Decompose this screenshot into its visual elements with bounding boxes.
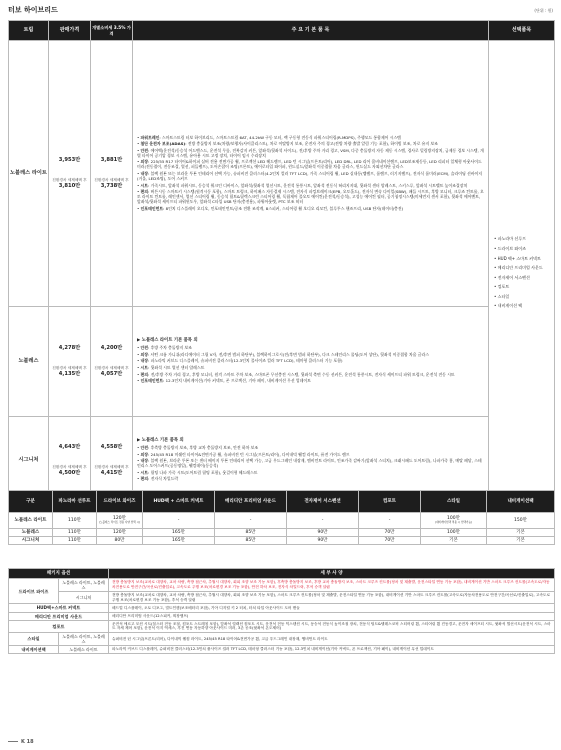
trim-row-lite (9, 41, 555, 307)
option-item: • 드라이브 와이즈 (494, 245, 526, 251)
eco-price-value: 4,500만 (58, 469, 81, 476)
price-col-header: 스타일 (421, 491, 487, 513)
feature-item: • 외장: 245/45 R18 미쉐린 타이어&전면가공 휠, 슈퍼비전 턴 시그널(프론트/리어), 다이내믹 웰컴 라이트, 퓨전 가이드 램프 (137, 451, 350, 457)
price-note: (내비게이션팩 적용 시 선택가능) (434, 521, 473, 524)
feature-item: • 안전: 후방 주차 충돌방지 보조 (137, 345, 192, 351)
price-cell: 70만 (359, 529, 421, 537)
price-cell: 120만 (97, 529, 143, 537)
page-title: 터보 하이브리드 (8, 6, 58, 14)
package-detail-table (8, 568, 555, 654)
price-cell: - (215, 513, 287, 529)
detail-spec: 전방 충돌방지 보조(교차로 대향차, 교차 차량, 측방 접근차, 추월시 대향차, 회피 조향 보조 기능 포함), 후측방 충돌방지 보조, 후방 교차 충돌방지 보조, 스마트 크루즈 컨트롤(정차 및 재출발, 운전스타일 연동 기능 포함), 내비게이션 기반 스마트 크루즈 컨트롤(고속도로/자동차전용도로 안전구간/곡선로/진출입로), 고속도로 주행 보조(차로변경 보조 기능 포함), 안전 하차 보조, 전자식 차일드락, 후석 승객 알림 (109, 579, 555, 592)
col-tax-price: 개별소비세 3.5% 가격 (91, 21, 133, 41)
feature-item: • 외장: 샤틴 크롬 가니쉬(라디에이터 그릴 V자, 전/후면 범퍼 하단부), 블랙하이그로시(전/후면 범퍼 하단부), 다크 스테인리스 몰딩(도어 상단), 뒷좌석 이중접합 차음 글라스 (137, 351, 429, 357)
price-cell: 110만 (53, 529, 97, 537)
features-lite (133, 41, 489, 307)
eco-price-value: 3,810만 (58, 182, 81, 189)
detail-col-header: 세 부 사 양 (109, 569, 555, 579)
tax-price-value: 4,558만 (100, 444, 123, 451)
feature-item: • 편의: 전자식 차일드락 (137, 476, 179, 482)
eco-tax-price-value: 4,415만 (100, 469, 123, 476)
detail-row (9, 604, 555, 612)
eco-tax-price-value: 3,738만 (100, 182, 123, 189)
option-item: • 내비게이션 팩 (494, 303, 523, 309)
features-section-title: ▶ 노블레스 라이트 기본 품목 외 (137, 338, 198, 344)
page-header (8, 6, 553, 16)
detail-spec: 슈퍼비전 턴 시그널(프론트/리어), 다이내믹 웰컴 라이트, 245/45 R18 타이어&전면가공 휠, 고급 우드그레인 내장재, 엠비언트 라이트 (109, 633, 555, 646)
col-features: 주 요 기 본 품 목 (133, 21, 489, 41)
detail-row (9, 612, 555, 620)
price-row (9, 537, 555, 545)
option-item: • 스타일 (494, 293, 510, 299)
trim-price (49, 307, 91, 417)
trim-table (8, 20, 555, 505)
feature-item: • 편의: 버튼시동 스마트키 시스템(원격시동 포함), 스마트 트렁크, 하이패스 자동결제 시스템, 전자식 파킹브레이크(EPB, 오토홀드), 전자식 변속 다이얼(SBW), 패들 시프트, 후방 모니터, 크루즈 컨트롤, 오토 라이트 컨트롤, 레인센서, 열선 스티어링 휠, 동승석 릴트&릴렉스크린 스티어링 휠, 독립제어 풀오토 에어컨(운전석/동승석), 고성능 에어컨 필터, 공기청정시스템(미세먼지 센서 포함), 뒷좌석 에어벤트, 앞좌석/뒷좌석 세이프티 파워윈도우, 앞좌석 C타입 USB 단자(충전용), 파워아웃렛, PTC 보조 히터 (137, 189, 484, 205)
price-col-header: 내비게이션팩 (487, 491, 555, 513)
feature-item: • 첨단 운전자 보조(ADAS): 전방 충돌방지 보조(차량/보행자/사이클리스트), 차로 이탈방지 보조, 운전자 주의 경고(전방 차량 출발 알림 기능 포함), 하이빔 보조, 차로 유지 보조 (137, 141, 438, 147)
col-options: 선택품목 (489, 21, 555, 41)
col-trim: 트림 (9, 21, 49, 41)
detail-spec: 메리디안 프리미엄 사운드(12스피커, 외장앰프) (109, 612, 555, 620)
price-cell: 80만 (97, 537, 143, 545)
option-item: • 컴포트 (494, 284, 510, 290)
price-cell: 120만 (노블레스 라이트 전용 사양 선택 시) (97, 513, 143, 529)
eco-label: 친환경차 세제혜택 후 (52, 366, 87, 371)
detail-sub: 노블레스 라이트 (59, 646, 109, 654)
price-value: 3,953만 (58, 157, 81, 164)
detail-spec: 헤드업 디스플레이, 오토 디포그, 빌트인캠(보조배터리 포함), 기아 디지털 키 2 터치, 터치 타입 아웃사이드 도어 핸들 (109, 604, 555, 612)
price-cell: 100만 (내비게이션팩 적용 시 선택가능) (421, 513, 487, 529)
price-row (9, 513, 555, 529)
feature-item: • 시트: 가죽시트, 앞좌석 파워시트, 동승석 워크인 디바이스, 앞좌석/뒷좌석 열선시트, 운전석 통풍시트, 앞좌석 전동식 허리지지대, 뒷좌석 센터 암레스트, 스키스루, 앞좌석 시트벨트 높이조절장치 (137, 182, 468, 188)
price-col-header: 메리디안 프리미엄 사운드 (215, 491, 287, 513)
trim-name: 시그니처 (9, 417, 49, 505)
detail-col-header: 패키지 옵션 (9, 569, 109, 579)
trim-name: 노블레스 라이트 (9, 41, 49, 307)
trim-name: 노블레스 (9, 307, 49, 417)
price-cell: 90만 (287, 529, 359, 537)
option-item: • 메리디안 프리미엄 사운드 (494, 265, 543, 271)
price-col-header: 컴포트 (359, 491, 421, 513)
price-cell: 85만 (215, 529, 287, 537)
price-table-header (9, 491, 555, 513)
eco-label: 친환경차 세제혜택 후 (94, 366, 129, 371)
feature-item: • 인포테인먼트: 12.3인치 내비게이션(기아 커넥트, 폰 프로젝션, 기아 페이, 내비게이션 무선 업데이트 (137, 378, 311, 384)
detail-sub: 시그니처 (59, 592, 109, 604)
price-cell: - (143, 513, 215, 529)
price-row-label: 시그니처 (9, 537, 53, 545)
price-cell: 85만 (215, 537, 287, 545)
eco-price-value: 4,135만 (58, 370, 81, 377)
detail-spec: 운전석 에르고 모션 시트(블스터 전동 조절, 컴포트 스트레칭 포함), 앞좌석 릴랙션 컴포트 시트, 운전석 전동 익스텐션 시트, 동승석 전동식 높이조절 장치, 전동식 틸트&텔레스코픽 스티어링 휠, 스티어링 휠 진동경고, 운전자 세이프티 시트, 뒷좌석 열선시트(운전석 시트, 스마트 자세 제어 포함), 운전석 이지 억세스, 후진 연동 자동하향 아웃사이드 미러, 3존 공조(뒷좌석 온도제어) (109, 620, 555, 632)
feature-item: • 외장: 225/55 R17 타이어&하이퍼 실버 전용 전면가공 휠, 프로젝션 LED 헤드램프, LED 턴 시그널(프론트/리어), LED DRL, LED 리어 콤비네이션램프, LED보조제동등, LED 리피터 일체형 아웃사이드 미러(전동접이, 전동조절, 열선, 퍼들램프), 도어손잡이 조명(프론트), 에어로타입 와이퍼, 윈드실드/앞좌석 이중접합 차음 글라스, 윈드실드 자외선차단 글라스 (137, 159, 482, 170)
feature-item: • 시트: 릴팅 나파 가죽 시트(도어트림 릴팅 포함), 웃걸이형 헤드레스트 (137, 469, 258, 475)
price-value: 4,643만 (58, 444, 81, 451)
price-cell: 70만 (359, 537, 421, 545)
detail-table-header (9, 569, 555, 579)
eco-label: 친환경차 세제혜택 후 (52, 465, 87, 470)
page-number: K 18 (8, 739, 34, 746)
price-cell: 110만 (53, 513, 97, 529)
detail-spec: 전방 충돌방지 보조(교차로 대향차, 교차 차량, 측방 접근차, 추월시 대향차, 회피 조향 보조 기능 포함), 스마트 크루즈 컨트롤(정차 및 재출발, 운전스타일 연동 기능 포함), 내비게이션 기반 스마트 크루즈 컨트롤(고속도로/자동차전용도로 안전구간/곡선로/진출입로), 고속도로 주행 보조(차로변경 보조 기능 포함), 후석 승객 알림 (109, 592, 555, 604)
eco-label: 친환경차 세제혜택 후 (52, 178, 87, 183)
option-price-table (8, 490, 555, 545)
feature-item: • 시트: 뒷좌석 시트 열선 센터 암레스트 (137, 365, 205, 371)
trim-row-noblesse (9, 307, 555, 417)
detail-sub: 노블레스 라이트, 노블레스 (59, 633, 109, 646)
feature-item: • 편의: 전/후방 주차 거리 경고, 후방 모니터, 원격 스마트 주차 보조, 스마트폰 무선충전 시스템, 뒷좌석 측면 수동 선커튼, 운전석 통풍시트, 전자식 세이프티 파워 트렁크, 운전석 전동 시트 (137, 371, 455, 377)
price-col-header: HUD팩 + 스마트 커넥트 (143, 491, 215, 513)
detail-group: 컴포트 (9, 620, 109, 632)
feature-item: • 인포테인먼트: 8인치 디스플레이 오디오, 인포테인먼트/공조 전환 조작계, 8스피커, 스티어링 휠 오디오 리모컨, 블루투스 핸즈프리, USB 단자(데이터/충전) (137, 205, 404, 211)
price-note: (노블레스 라이트 전용 사양 선택 시) (98, 521, 141, 524)
detail-group: 드라이브 와이즈 (9, 579, 59, 604)
price-cell: 100만 (421, 529, 487, 537)
eco-tax-price-value: 4,057만 (100, 370, 123, 377)
option-item: • 파노라마 선루프 (494, 236, 526, 242)
trim-price (49, 41, 91, 307)
price-row (9, 529, 555, 537)
options-list (489, 41, 555, 505)
trim-tax-price (91, 307, 133, 417)
price-cell: 165만 (143, 529, 215, 537)
detail-spec: 파노라믹 커브드 디스플레이, 슈퍼비전 클러스터(12.3인치 풀사이즈 컬러 TFT LCD, 테마형 클러스터 기능 포함), 12.3인치 내비게이션(기아 커넥트, 폰 프로젝션, 기아 페이), 내비게이션 무선 업데이트 (109, 646, 555, 654)
trim-table-header (9, 21, 555, 41)
detail-sub: 노블레스 라이트, 노블레스 (59, 579, 109, 592)
detail-group: 메리디안 프리미엄 사운드 (9, 612, 109, 620)
feature-item: • 내장: 블랙 원톤, 브라운 투톤 또는 센터 베이지 투톤 인테리어 선택 가능, 고급 우드그레인 내장재, 엠비언트 라이트, 인조가죽 감싸기(앞좌석 스티치), 크래시패드 도어트림), 나파가죽 홈, 메탈 페달, 스테인리스 도어스커프(공동명일), 웰컴데이(동승석) (137, 458, 482, 469)
price-cell: 110만 (53, 537, 97, 545)
col-price: 판매가격 (49, 21, 91, 41)
features-noblesse (133, 307, 489, 417)
price-cell: 150만 (487, 513, 555, 529)
features-section-title: ▶ 노블레스 기본 품목 외 (137, 437, 184, 443)
price-cell: 기본 (487, 529, 555, 537)
price-row-label: 노블레스 (9, 529, 53, 537)
detail-row (9, 646, 555, 654)
price-row-label: 노블레스 라이트 (9, 513, 53, 529)
price-cell: 기본 (421, 537, 487, 545)
price-col-header: 전자제어 서스펜션 (287, 491, 359, 513)
price-cell: - (287, 513, 359, 529)
price-cell: 기본 (487, 537, 555, 545)
feature-item: • 안전: 에어백(운전석/동승석 어드밴스드, 운전석 무릎, 전복감지 커튼, 앞좌석/뒷좌석 사이드), 전/후방 주차 거리 경고, VSM, 다중 충돌방지 자동 제동 시스템, 경사로 밀림방지장치, 급제동 경보 시스템, 개별 타이어 공기압 경보 시스템, 유아용 시트 고정 장치, 타이어 임시 수리장치 (137, 147, 484, 158)
price-col-header: 드라이브 와이즈 (97, 491, 143, 513)
price-col-header: 파노라마 선루프 (53, 491, 97, 513)
feature-item: • 파워트레인: 스마트스트림 터보 하이브리드, 스마트스트림 6AT, 44.2kW 구동 모터, 랙 구동형 전동식 파워스티어링(R-MDPS), 주행모드 통합제어 시스템 (137, 134, 401, 140)
price-cell: - (359, 513, 421, 529)
unit-label: (단위 : 원) (534, 8, 553, 13)
tax-price-value: 3,881만 (100, 157, 123, 164)
trim-tax-price (91, 41, 133, 307)
detail-group: 내비게이션팩 (9, 646, 59, 654)
eco-label: 친환경차 세제혜택 후 (94, 178, 129, 183)
price-cell: 90만 (287, 537, 359, 545)
option-item: • HUD 팩+ 스마트 커넥트 (494, 255, 541, 261)
detail-row (9, 592, 555, 604)
feature-item: • 내장: 파노라믹 커브드 디스플레이, 슈퍼비전 클러스터(12.3인치 풀사이즈 컬러 TFT LCD), 테마형 클러스터 기능 포함) (137, 358, 343, 364)
detail-row (9, 633, 555, 646)
tax-price-value: 4,200만 (100, 345, 123, 352)
detail-group: HUD팩+스마트 커넥트 (9, 604, 109, 612)
feature-item: • 안전: 후측방 충돌방지 보조, 후방 교차 충돌방지 보조, 안전 하차 보조 (137, 445, 259, 451)
detail-row (9, 579, 555, 592)
price-value: 4,278만 (58, 345, 81, 352)
eco-label: 친환경차 세제혜택 후 (94, 465, 129, 470)
price-cell: 165만 (143, 537, 215, 545)
detail-row (9, 620, 555, 632)
option-item: • 전자제어 서스펜션 (494, 274, 530, 280)
feature-item: • 내장: 블랙 원톤 또는 브라운 투톤 인테리어 선택 가능, 슈퍼비전 클러스터(4.2인치 컬러 TFT LCD), 가죽 스티어링 휠, LED 실내등(맵램프, 룸램프, 러기지램프), 전자식 룸미러(ECM), 슬라이딩 선바이저(거울, LED조명), 도어 스커프 (137, 171, 483, 181)
price-col-header: 구분 (9, 491, 53, 513)
detail-group: 스타일 (9, 633, 59, 646)
